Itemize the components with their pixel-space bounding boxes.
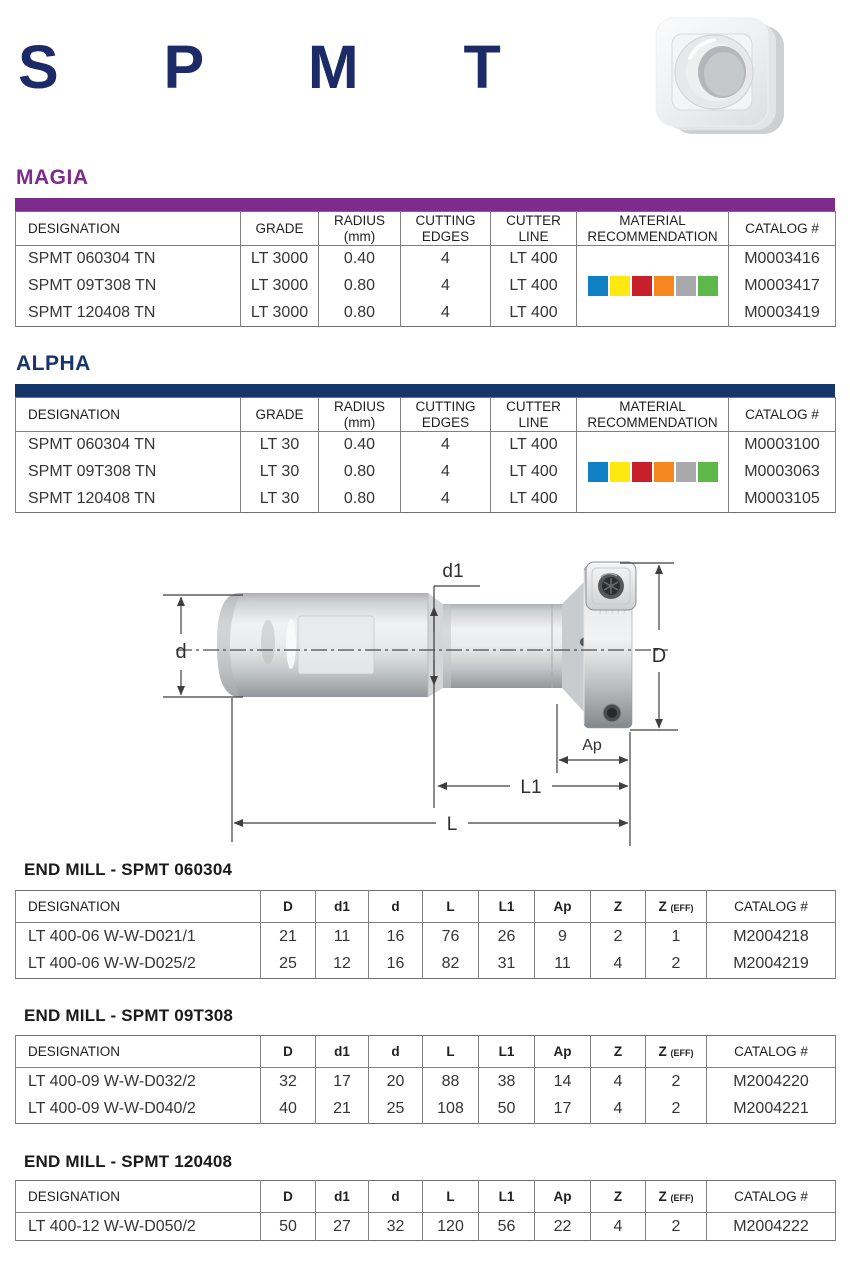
material-color-swatch <box>698 276 718 296</box>
col-L: L <box>423 1181 479 1213</box>
table-row: SPMT 09T308 TN LT 3000 0.80 4 LT 400 M0003417 <box>16 273 836 300</box>
col-d: d <box>369 1181 423 1213</box>
col-catalog: CATALOG # <box>707 891 836 923</box>
table-row: SPMT 060304 TN LT 30 0.40 4 LT 400 M0003100 <box>16 432 836 459</box>
col-d: d <box>369 1036 423 1068</box>
material-swatch-strip <box>577 462 728 482</box>
col-Z: Z <box>591 1036 646 1068</box>
material-color-swatch <box>632 276 652 296</box>
table-row: LT 400-12 W-W-D050/2 50 27 32 120 56 22 4 2 M2004222 <box>16 1213 836 1241</box>
magia-accent-bar <box>15 198 835 211</box>
col-grade: GRADE <box>241 212 319 246</box>
col-material-recommendation: MATERIAL RECOMMENDATION <box>577 398 729 432</box>
material-color-swatch <box>610 462 630 482</box>
col-radius: RADIUS (mm) <box>319 212 401 246</box>
col-cutting-edges: CUTTING EDGES <box>401 398 491 432</box>
endmill-table-060304 <box>15 890 835 979</box>
material-swatch-strip <box>577 276 728 296</box>
col-grade: GRADE <box>241 398 319 432</box>
col-D: D <box>261 891 316 923</box>
dim-label-d: d <box>175 641 187 663</box>
col-cutter-line: CUTTER LINE <box>491 212 577 246</box>
col-catalog: CATALOG # <box>707 1181 836 1213</box>
material-color-swatch <box>588 462 608 482</box>
col-catalog: CATALOG # <box>707 1036 836 1068</box>
table-row: LT 400-06 W-W-D021/1 21 11 16 76 26 9 2 1 M2004218 <box>16 923 836 951</box>
dim-label-Ap: Ap <box>582 737 602 754</box>
col-Zeff: Z (EFF) <box>646 1036 707 1068</box>
material-color-swatch <box>676 462 696 482</box>
col-designation: DESIGNATION <box>16 212 241 246</box>
endmill-heading-09t308: END MILL - SPMT 09T308 <box>24 1006 234 1025</box>
col-L: L <box>423 891 479 923</box>
table-row: SPMT 120408 TN LT 30 0.80 4 LT 400 M0003105 <box>16 486 836 513</box>
alpha-header-row <box>16 398 836 432</box>
material-color-swatch <box>632 462 652 482</box>
section-heading-alpha: ALPHA <box>16 352 91 375</box>
table-row: SPMT 120408 TN LT 3000 0.80 4 LT 400 M0003419 <box>16 300 836 327</box>
col-Zeff: Z (EFF) <box>646 891 707 923</box>
dim-label-d1: d1 <box>442 561 464 582</box>
endmill-body <box>217 562 636 728</box>
material-color-swatch <box>676 276 696 296</box>
table-row: SPMT 060304 TN LT 3000 0.40 4 LT 400 M0003416 <box>16 246 836 273</box>
col-designation: DESIGNATION <box>16 398 241 432</box>
dim-label-D: D <box>651 645 667 667</box>
col-Zeff: Z (EFF) <box>646 1181 707 1213</box>
col-designation: DESIGNATION <box>16 1181 261 1213</box>
mounted-insert <box>586 562 636 610</box>
endmill-heading-060304: END MILL - SPMT 060304 <box>24 860 233 879</box>
col-catalog: CATALOG # <box>729 398 836 432</box>
col-L1: L1 <box>479 1181 535 1213</box>
dim-label-L: L <box>446 814 458 835</box>
page-title: S P M T <box>18 33 545 101</box>
material-color-swatch <box>698 462 718 482</box>
col-Ap: Ap <box>535 1036 591 1068</box>
col-Z: Z <box>591 1181 646 1213</box>
material-color-swatch <box>654 276 674 296</box>
endmill-header-row <box>16 1181 836 1213</box>
table-row: LT 400-06 W-W-D025/2 25 12 16 82 31 11 4 2 M2004219 <box>16 951 836 979</box>
material-color-swatch <box>654 462 674 482</box>
technical-drawing <box>0 530 850 860</box>
endmill-heading-120408: END MILL - SPMT 120408 <box>24 1152 233 1171</box>
col-designation: DESIGNATION <box>16 891 261 923</box>
insert-product-image <box>648 14 798 146</box>
endmill-header-row <box>16 1036 836 1068</box>
endmill-header-row <box>16 891 836 923</box>
col-Ap: Ap <box>535 891 591 923</box>
table-row: LT 400-09 W-W-D032/2 32 17 20 88 38 14 4 2 M2004220 <box>16 1068 836 1096</box>
col-radius: RADIUS (mm) <box>319 398 401 432</box>
table-row: SPMT 09T308 TN LT 30 0.80 4 LT 400 M0003063 <box>16 459 836 486</box>
endmill-table-120408 <box>15 1180 835 1241</box>
endmill-table-09t308 <box>15 1035 835 1124</box>
col-D: D <box>261 1181 316 1213</box>
magia-table <box>15 198 835 327</box>
section-heading-magia: MAGIA <box>16 166 89 189</box>
table-row: LT 400-09 W-W-D040/2 40 21 25 108 50 17 4 2 M2004221 <box>16 1096 836 1124</box>
col-catalog: CATALOG # <box>729 212 836 246</box>
col-d1: d1 <box>316 891 369 923</box>
col-cutting-edges: CUTTING EDGES <box>401 212 491 246</box>
col-d1: d1 <box>316 1036 369 1068</box>
alpha-table <box>15 384 835 513</box>
col-cutter-line: CUTTER LINE <box>491 398 577 432</box>
col-Ap: Ap <box>535 1181 591 1213</box>
col-L1: L1 <box>479 1036 535 1068</box>
alpha-accent-bar <box>15 384 835 397</box>
insert-body <box>656 18 784 134</box>
col-designation: DESIGNATION <box>16 1036 261 1068</box>
col-Z: Z <box>591 891 646 923</box>
material-color-swatch <box>610 276 630 296</box>
material-color-swatch <box>588 276 608 296</box>
dim-label-L1: L1 <box>520 777 542 798</box>
col-d: d <box>369 891 423 923</box>
col-L1: L1 <box>479 891 535 923</box>
col-material-recommendation: MATERIAL RECOMMENDATION <box>577 212 729 246</box>
col-D: D <box>261 1036 316 1068</box>
col-L: L <box>423 1036 479 1068</box>
col-d1: d1 <box>316 1181 369 1213</box>
magia-header-row <box>16 212 836 246</box>
